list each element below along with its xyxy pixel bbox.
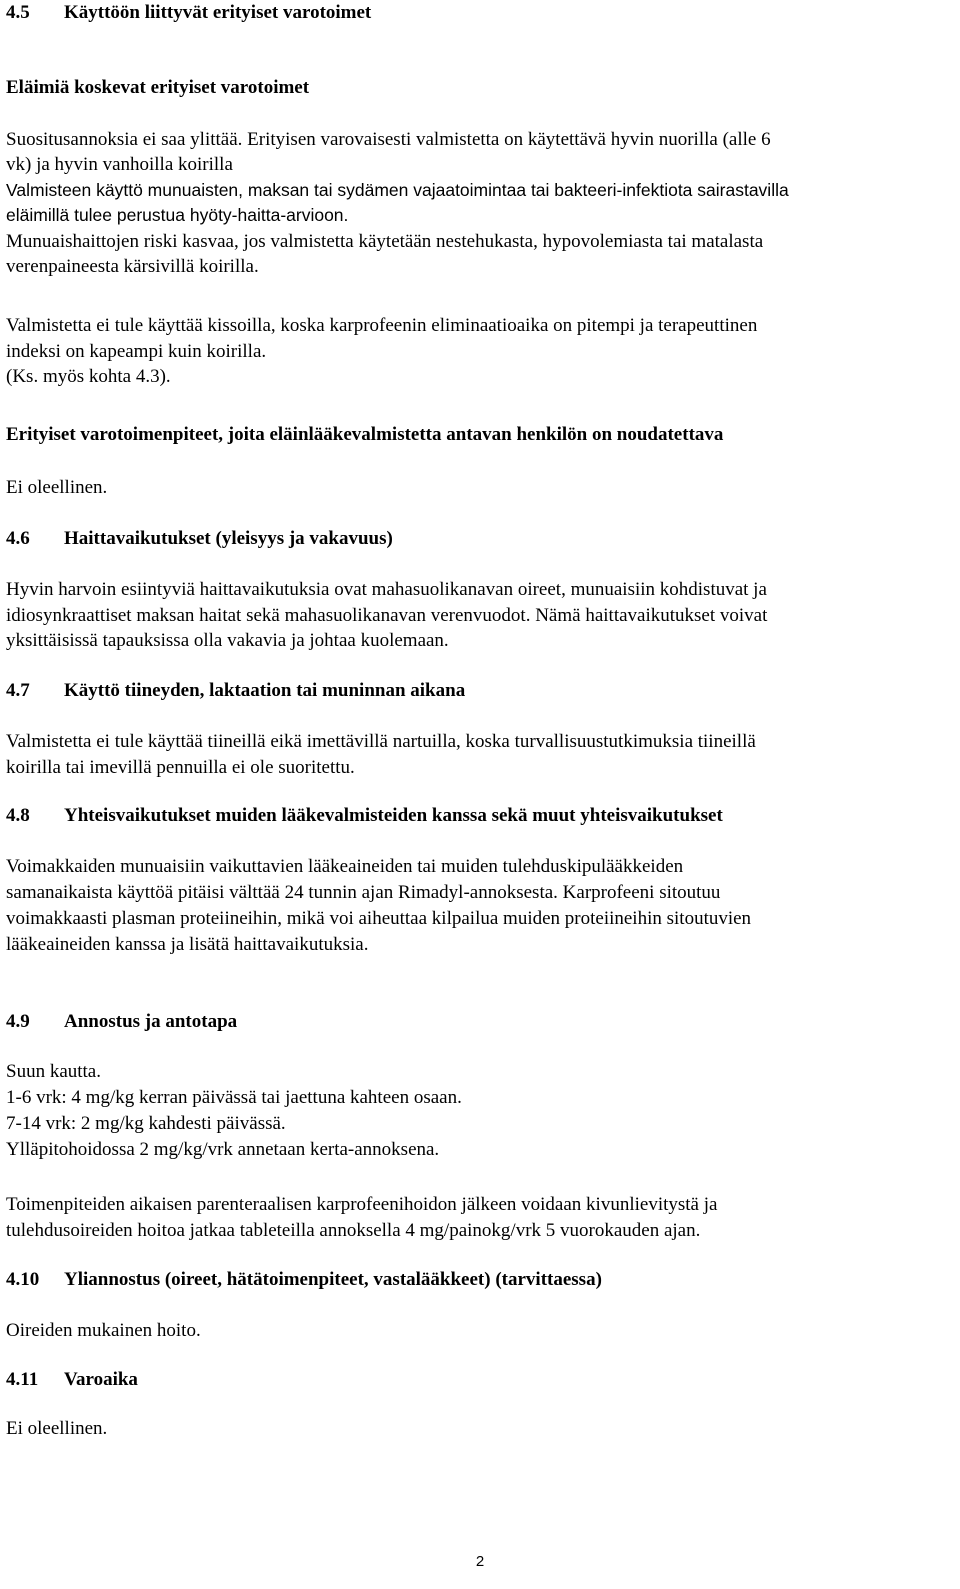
section-4-7-heading [6,678,465,703]
paragraph-line: Ylläpitohoidossa 2 mg/kg/vrk annetaan kerta-annoksena. [6,1139,440,1160]
section-title: Käyttöön liittyvät erityiset varotoimet [64,2,372,23]
subheading-animal-precautions: Eläimiä koskevat erityiset varotoimet [6,77,310,98]
paragraph-line: indeksi on kapeampi kuin koirilla. [6,341,267,362]
section-title: Yliannostus (oireet, hätätoimenpiteet, vastalääkkeet) (tarvittaessa) [64,1269,602,1290]
subheading-administrator-precautions: Erityiset varotoimenpiteet, joita eläinlääkevalmistetta antavan henkilön on noudatettava [6,424,724,445]
paragraph-line: Oireiden mukainen hoito. [6,1320,201,1341]
paragraph-line: Voimakkaiden munuaisiin vaikuttavien lääkeaineiden tai muiden tulehduskipulääkkeiden [6,856,684,877]
section-number: 4.8 [6,805,30,826]
paragraph-line: tulehdusoireiden hoitoa jatkaa tableteilla annoksella 4 mg/painokg/vrk 5 vuorokauden ajan. [6,1220,701,1241]
paragraph-line: 1-6 vrk: 4 mg/kg kerran päivässä tai jaettuna kahteen osaan. [6,1087,462,1108]
paragraph-line: samanaikaista käyttöä pitäisi välttää 24 tunnin ajan Rimadyl-annoksesta. Karprofeeni sitoutuu [6,882,721,903]
section-number: 4.6 [6,528,30,549]
paragraph-line: Hyvin harvoin esiintyviä haittavaikutuksia ovat mahasuolikanavan oireet, munuaisiin kohdistuvat ja [6,579,767,600]
page-number: 2 [475,1553,485,1570]
paragraph-line: Ei oleellinen. [6,1418,108,1439]
paragraph-line: Valmistetta ei tule käyttää tiineillä eikä imettävillä nartuilla, koska turvallisuustutkimuksia tiineillä [6,731,756,752]
section-4-6-heading [6,526,393,551]
paragraph-line: Toimenpiteiden aikaisen parenteraalisen karprofeenihoidon jälkeen voidaan kivunlievitystä ja [6,1194,718,1215]
section-number: 4.5 [6,2,30,23]
paragraph-line: verenpaineesta kärsivillä koirilla. [6,256,259,277]
section-4-9-heading [6,1009,237,1034]
section-title: Haittavaikutukset (yleisyys ja vakavuus) [64,528,393,549]
section-4-11-heading [6,1367,138,1392]
paragraph-line: (Ks. myös kohta 4.3). [6,366,171,387]
section-number: 4.10 [6,1269,40,1290]
section-4-10-heading [6,1267,602,1292]
paragraph-line: Munuaishaittojen riski kasvaa, jos valmistetta käytetään nestehukasta, hypovolemiasta tai matalasta [6,231,764,252]
section-title: Yhteisvaikutukset muiden lääkevalmisteiden kanssa sekä muut yhteisvaikutukset [64,805,723,826]
paragraph-line: koirilla tai imevillä pennuilla ei ole suoritettu. [6,757,355,778]
section-title: Annostus ja antotapa [64,1011,238,1032]
paragraph-line: vk) ja hyvin vanhoilla koirilla [6,154,233,175]
section-number: 4.7 [6,680,30,701]
paragraph-line: eläimillä tulee perustua hyöty-haitta-arvioon. [6,205,349,225]
paragraph-line: 7-14 vrk: 2 mg/kg kahdesti päivässä. [6,1113,286,1134]
section-title: Käyttö tiineyden, laktaation tai muninnan aikana [64,680,466,701]
section-title: Varoaika [64,1369,138,1390]
paragraph-line: yksittäisissä tapauksissa olla vakavia ja johtaa kuolemaan. [6,630,449,651]
paragraph-line: Suun kautta. [6,1061,101,1082]
section-number: 4.9 [6,1011,30,1032]
paragraph-line: voimakkaasti plasman proteiineihin, mikä voi aiheuttaa kilpailua muiden proteiineihin sitoutuvien [6,908,752,929]
section-number: 4.11 [6,1369,39,1390]
paragraph-line: Ei oleellinen. [6,477,108,498]
section-4-8-heading [6,803,723,828]
paragraph-line: Valmistetta ei tule käyttää kissoilla, koska karprofeenin eliminaatioaika on pitempi ja terapeuttinen [6,315,758,336]
paragraph-line: lääkeaineiden kanssa ja lisätä haittavaikutuksia. [6,934,369,955]
paragraph-line: Suositusannoksia ei saa ylittää. Erityisen varovaisesti valmistetta on käytettävä hyvin nuorilla (alle 6 [6,129,771,150]
paragraph-line: Valmisteen käyttö munuaisten, maksan tai sydämen vajaatoimintaa tai bakteeri-infektiota sairastavilla [6,180,789,200]
section-4-5-heading [6,0,371,25]
paragraph-line: idiosynkraattiset maksan haitat sekä mahasuolikanavan verenvuodot. Nämä haittavaikutukset voivat [6,605,768,626]
